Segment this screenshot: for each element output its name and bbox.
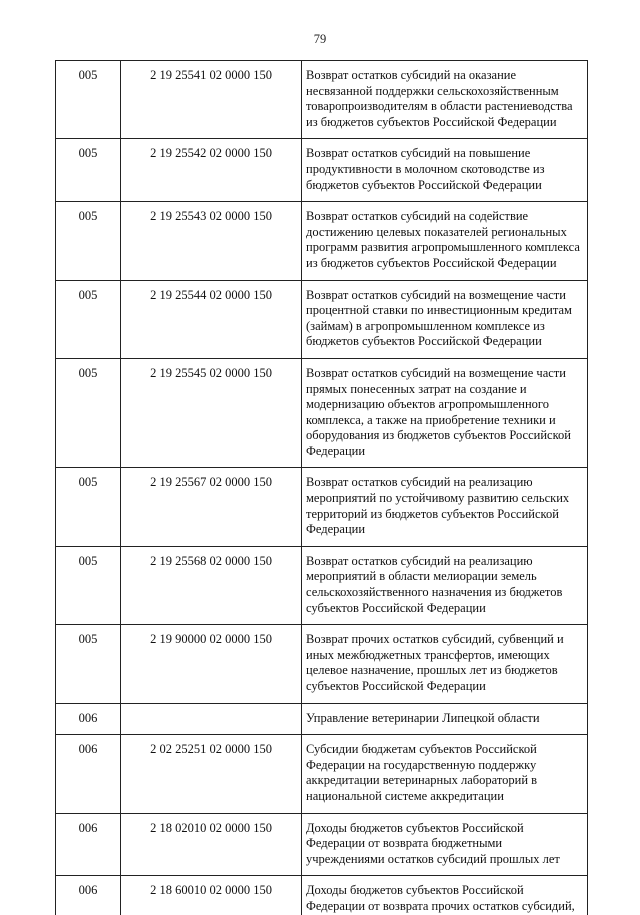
- table-row: [56, 468, 588, 546]
- budget-code-cell: [121, 703, 302, 735]
- table-row: [56, 625, 588, 703]
- admin-code-cell: 005: [56, 468, 121, 546]
- table-row: [56, 813, 588, 876]
- budget-code-cell: 2 19 90000 02 0000 150: [121, 625, 302, 703]
- admin-code-cell: 005: [56, 358, 121, 468]
- admin-code-cell: 005: [56, 202, 121, 280]
- admin-code-cell: 006: [56, 876, 121, 915]
- admin-code-cell: 006: [56, 735, 121, 813]
- admin-code-cell: 006: [56, 703, 121, 735]
- admin-code-cell: 006: [56, 813, 121, 876]
- budget-code-cell: 2 19 25545 02 0000 150: [121, 358, 302, 468]
- budget-code-cell: 2 19 25567 02 0000 150: [121, 468, 302, 546]
- budget-code-cell: 2 19 25568 02 0000 150: [121, 546, 302, 624]
- budget-codes-table: [55, 60, 588, 915]
- income-name-cell: Управление ветеринарии Липецкой области: [302, 703, 588, 735]
- admin-code-cell: 005: [56, 625, 121, 703]
- table-row: [56, 735, 588, 813]
- budget-code-cell: 2 18 02010 02 0000 150: [121, 813, 302, 876]
- table-row: [56, 358, 588, 468]
- income-name-cell: Возврат остатков субсидий на возмещение части процентной ставки по инвестиционным кредитам (займам) в агропромышленном комплексе из бюджетов субъектов Российской Федерации: [302, 280, 588, 358]
- table-row: [56, 139, 588, 202]
- income-name-cell: Субсидии бюджетам субъектов Российской Федерации на государственную поддержку аккредитации ветеринарных лабораторий в национальной системе аккредитации: [302, 735, 588, 813]
- budget-code-cell: 2 02 25251 02 0000 150: [121, 735, 302, 813]
- page-number: 79: [313, 32, 327, 46]
- budget-code-cell: 2 19 25543 02 0000 150: [121, 202, 302, 280]
- table-row: [56, 546, 588, 624]
- admin-code-cell: 005: [56, 139, 121, 202]
- budget-code-cell: 2 19 25542 02 0000 150: [121, 139, 302, 202]
- admin-code-cell: 005: [56, 61, 121, 139]
- admin-code-cell: 005: [56, 280, 121, 358]
- table-body: [56, 61, 588, 915]
- income-name-cell: Возврат остатков субсидий на реализацию мероприятий в области мелиорации земель сельскохозяйственного назначения из бюджетов субъектов Российской Федерации: [302, 546, 588, 624]
- income-name-cell: Возврат остатков субсидий на реализацию мероприятий по устойчивому развитию сельских территорий из бюджетов субъектов Российской Федерации: [302, 468, 588, 546]
- table-row: [56, 61, 588, 139]
- table-row: [56, 876, 588, 915]
- income-name-cell: Возврат остатков субсидий на возмещение части прямых понесенных затрат на создание и модернизацию объектов агропромышленного комплекса, а также на приобретение техники и оборудования из бюджетов субъектов Российской Федерации: [302, 358, 588, 468]
- budget-code-cell: 2 18 60010 02 0000 150: [121, 876, 302, 915]
- table-row: [56, 202, 588, 280]
- income-name-cell: Доходы бюджетов субъектов Российской Федерации от возврата прочих остатков субсидий,: [302, 876, 588, 915]
- income-name-cell: Возврат прочих остатков субсидий, субвенций и иных межбюджетных трансфертов, имеющих целевое назначение, прошлых лет из бюджетов субъектов Российской Федерации: [302, 625, 588, 703]
- admin-code-cell: 005: [56, 546, 121, 624]
- income-name-cell: Возврат остатков субсидий на содействие достижению целевых показателей региональных программ развития агропромышленного комплекса из бюджетов субъектов Российской Федерации: [302, 202, 588, 280]
- income-name-cell: Возврат остатков субсидий на повышение продуктивности в молочном скотоводстве из бюджетов субъектов Российской Федерации: [302, 139, 588, 202]
- budget-code-cell: 2 19 25541 02 0000 150: [121, 61, 302, 139]
- table-row: [56, 703, 588, 735]
- income-name-cell: Возврат остатков субсидий на оказание несвязанной поддержки сельскохозяйственным товаропроизводителям в области растениеводства из бюджетов субъектов Российской Федерации: [302, 61, 588, 139]
- budget-code-cell: 2 19 25544 02 0000 150: [121, 280, 302, 358]
- income-name-cell: Доходы бюджетов субъектов Российской Федерации от возврата бюджетными учреждениями остатков субсидий прошлых лет: [302, 813, 588, 876]
- table-row: [56, 280, 588, 358]
